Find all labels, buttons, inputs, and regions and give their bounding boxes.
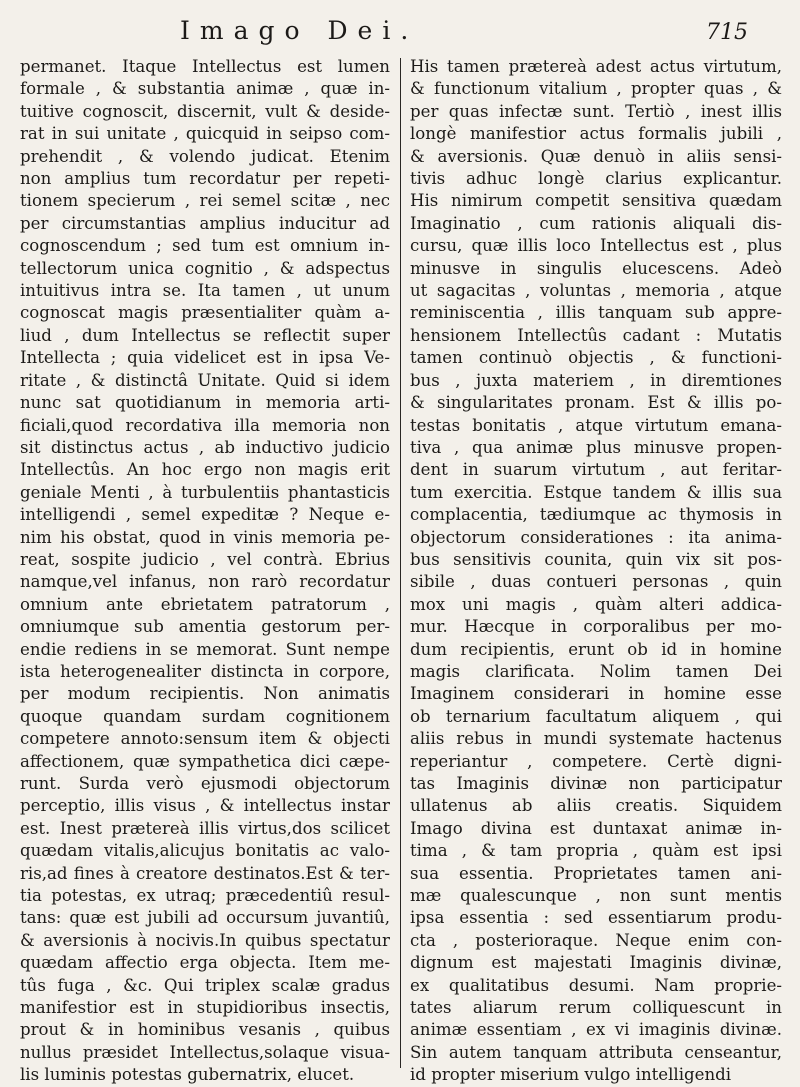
text-line: & singularitates pronam. Est & illis po- (410, 393, 782, 413)
text-line: tima , & tam propria , quàm est ipsi (410, 841, 782, 861)
text-line: intelligendi , semel expeditæ ? Neque e- (20, 505, 390, 525)
text-line: cursu, quæ illis loco Intellectus est , plus (410, 236, 782, 256)
text-line: per quas infectæ sunt. Tertiò , inest illis (410, 101, 782, 121)
text-line: tans: quæ est jubili ad occursum juvantiû, (20, 908, 390, 928)
text-line: ris,ad fines à creatore destinatos.Est & ter- (20, 863, 390, 883)
text-line: minusve in singulis elucescens. Adeò (410, 258, 782, 278)
text-line: sua essentia. Proprietates tamen ani- (410, 863, 782, 883)
text-line: geniale Menti , à turbulentiis phantasticis (20, 482, 390, 502)
left-column (20, 56, 390, 1087)
text-line: objectorum considerationes : ita anima- (410, 527, 782, 547)
text-line: reat, sospite judicio , vel contrà. Ebrius (20, 549, 390, 569)
text-line: rat in sui unitate , quicquid in seipso com- (20, 124, 390, 144)
text-line: & functionum vitalium , propter quas , & (410, 79, 782, 99)
text-line: nunc sat quotidianum in memoria arti- (20, 393, 390, 413)
text-line: ficiali,quod recordativa illa memoria non (20, 415, 390, 435)
text-line: prout & in hominibus vesanis , quibus (20, 1020, 390, 1040)
text-line: & aversionis. Quæ denuò in aliis sensi- (410, 146, 782, 166)
text-line: id propter miserium vulgo intelligendi (410, 1065, 732, 1085)
text-line: ob ternarium facultatum aliquem , qui (410, 706, 782, 726)
text-line: magis clarificata. Nolim tamen Dei (410, 661, 782, 681)
text-line: lis luminis potestas gubernatrix, elucet. (20, 1065, 355, 1085)
right-column (410, 56, 782, 1087)
text-line: tum exercitia. Estque tandem & illis sua (410, 482, 782, 502)
text-line: tates aliarum rerum colliquescunt in (410, 998, 782, 1018)
text-line: ut sagacitas , voluntas , memoria , atque (410, 281, 782, 301)
text-line: tellectorum unica cognitio , & adspectus (20, 258, 390, 278)
text-line: Intellecta ; quia videlicet est in ipsa Ve- (20, 348, 390, 368)
text-line: quoque quandam surdam cognitionem (20, 706, 390, 726)
text-line: namque,vel infanus, non rarò recordatur (20, 572, 390, 592)
text-line: tamen continuò objectis , & functioni- (410, 348, 782, 368)
text-line: est. Inest prætereà illis virtus,dos scilicet (20, 818, 390, 838)
text-line: Sin autem tanquam attributa censeantur, (410, 1042, 782, 1062)
text-line: dent in suarum virtutum , aut feritar- (410, 460, 782, 480)
text-line: Imago divina est duntaxat animæ in- (410, 818, 782, 838)
running-head: Imago Dei. (180, 16, 419, 45)
text-line: tia potestas, ex utraq; præcedentiû resul- (20, 886, 390, 906)
text-line: liud , dum Intellectus se reflectit super (20, 325, 390, 345)
text-line: manifestior est in stupidioribus insectis, (20, 998, 390, 1018)
text-line: non amplius tum recordatur per repeti- (20, 169, 390, 189)
text-line: quædam affectio erga objecta. Item me- (20, 953, 390, 973)
text-line: dignum est majestati Imaginis divinæ, (410, 953, 782, 973)
text-line: testas bonitatis , atque virtutum emana- (410, 415, 782, 435)
text-line: prehendit , & volendo judicat. Etenim (20, 146, 390, 166)
text-line: ex qualitatibus desumi. Nam proprie- (410, 975, 782, 995)
text-line: tiva , qua animæ plus minusve propen- (410, 437, 782, 457)
text-line: cognoscendum ; sed tum est omnium in- (20, 236, 390, 256)
text-line: affectionem, quæ sympathetica dici cæpe- (20, 751, 390, 771)
text-line: bus sensitivis counita, quin vix sit pos- (410, 549, 782, 569)
text-line: tas Imaginis divinæ non participatur (410, 774, 782, 793)
text-line: tûs fuga , &c. Qui triplex scalæ gradus (20, 975, 390, 995)
text-line: ista heterogenealiter distincta in corpore, (20, 661, 390, 681)
text-line: mæ qualescunque , non sunt mentis (410, 886, 782, 906)
text-line: omnium ante ebrietatem patratorum , (20, 594, 390, 614)
text-line: hensionem Intellectûs cadant : Mutatis (410, 325, 782, 345)
text-line: mox uni magis , quàm alteri addica- (410, 594, 782, 614)
text-line: reperiantur , competere. Certè digni- (410, 751, 782, 771)
page-number: 715 (706, 20, 748, 45)
text-line: ullatenus ab aliis creatis. Siquidem (410, 796, 782, 816)
text-line: reminiscentia , illis tanquam sub appre- (410, 303, 782, 323)
text-line: omniumque sub amentia gestorum per- (20, 617, 390, 637)
text-line: sit distinctus actus , ab inductivo judicio (20, 437, 390, 457)
text-line: per modum recipientis. Non animatis (20, 684, 390, 704)
text-line: mur. Hæcque in corporalibus per mo- (410, 617, 782, 637)
text-line: tivis adhuc longè clarius explicantur. (410, 169, 782, 189)
text-line: dum recipientis, erunt ob id in homine (410, 639, 782, 659)
text-line: per circumstantias amplius inducitur ad (20, 213, 390, 233)
text-line: ritate , & distinctâ Unitate. Quid si idem (20, 370, 390, 390)
text-line: Imaginatio , cum rationis aliquali dis- (410, 213, 782, 233)
text-line: longè manifestior actus formalis jubili , (410, 124, 782, 144)
text-line: competere annoto:sensum item & objecti (20, 729, 390, 749)
text-line: nullus præsidet Intellectus,solaque visua- (20, 1042, 390, 1062)
column-divider (400, 58, 401, 1068)
text-line: nim his obstat, quod in vinis memoria pe- (20, 527, 390, 547)
text-line: intuitivus intra se. Ita tamen , ut unum (20, 281, 390, 301)
text-line: aliis rebus in mundi systemate hactenus (410, 729, 782, 749)
text-line: permanet. Itaque Intellectus est lumen (20, 57, 390, 76)
text-line: endie rediens in se memorat. Sunt nempe (20, 639, 390, 659)
text-line: quædam vitalis,alicujus bonitatis ac valo- (20, 841, 390, 861)
text-line: His nimirum competit sensitiva quædam (410, 191, 782, 211)
text-line: His tamen prætereà adest actus virtutum, (410, 57, 782, 76)
text-line: perceptio, illis visus , & intellectus instar (20, 796, 390, 816)
text-line: Intellectûs. An hoc ergo non magis erit (20, 460, 390, 480)
text-line: Imaginem considerari in homine esse (410, 684, 782, 704)
text-line: tionem specierum , rei semel scitæ , nec (20, 191, 390, 211)
text-line: bus , juxta materiem , in diremtiones (410, 370, 782, 390)
text-line: complacentia, tædiumque ac thymosis in (410, 505, 782, 525)
text-line: cta , posterioraque. Neque enim con- (410, 930, 782, 950)
text-line: cognoscat magis præsentialiter quàm a- (20, 303, 390, 323)
text-line: animæ essentiam , ex vi imaginis divinæ. (410, 1020, 782, 1040)
text-line: runt. Surda verò ejusmodi objectorum (20, 774, 390, 793)
text-line: tuitive cognoscit, discernit, vult & deside- (20, 101, 390, 121)
text-line: formale , & substantia animæ , quæ in- (20, 79, 390, 99)
text-line: ipsa essentia : sed essentiarum produ- (410, 908, 782, 928)
text-line: sibile , duas contueri personas , quin (410, 572, 782, 592)
text-line: & aversionis à nocivis.In quibus spectatur (20, 930, 390, 950)
